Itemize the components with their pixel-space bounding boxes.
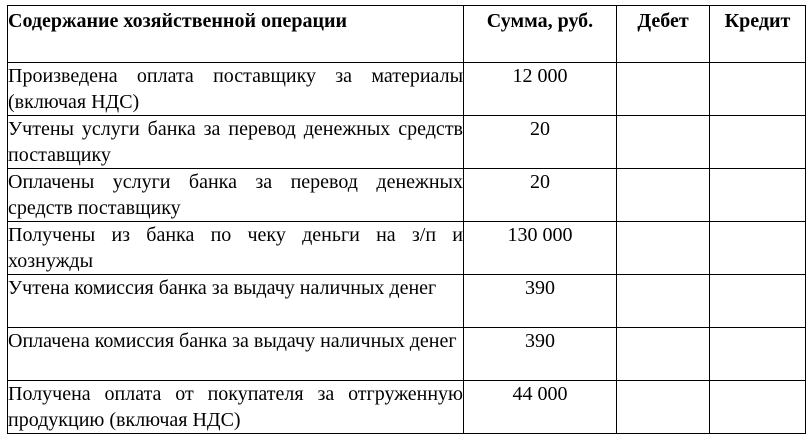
credit-cell[interactable] <box>710 63 806 116</box>
credit-cell[interactable] <box>710 381 806 434</box>
table-row <box>8 222 806 275</box>
header-debit: Дебет <box>617 6 710 63</box>
table-row <box>8 381 806 434</box>
table-row <box>8 63 806 116</box>
header-description: Содержание хозяйственной операции <box>8 6 464 63</box>
operation-description: Оплачена комиссия банка за выдачу наличных денег <box>8 328 464 381</box>
operation-amount: 20 <box>464 116 617 169</box>
credit-cell[interactable] <box>710 275 806 328</box>
debit-cell[interactable] <box>617 222 710 275</box>
operation-description: Оплачены услуги банка за перевод денежных средств поставщику <box>8 169 464 222</box>
credit-cell[interactable] <box>710 169 806 222</box>
operation-description: Учтена комиссия банка за выдачу наличных денег <box>8 275 464 328</box>
debit-cell[interactable] <box>617 381 710 434</box>
operation-amount: 390 <box>464 275 617 328</box>
operation-description: Получены из банка по чеку деньги на з/п и хознужды <box>8 222 464 275</box>
debit-cell[interactable] <box>617 328 710 381</box>
debit-cell[interactable] <box>617 275 710 328</box>
operation-description: Произведена оплата поставщику за материалы (включая НДС) <box>8 63 464 116</box>
operation-amount: 12 000 <box>464 63 617 116</box>
operations-table <box>7 5 806 434</box>
operation-amount: 130 000 <box>464 222 617 275</box>
operation-description: Учтены услуги банка за перевод денежных средств поставщику <box>8 116 464 169</box>
table-row <box>8 275 806 328</box>
table-row <box>8 116 806 169</box>
credit-cell[interactable] <box>710 328 806 381</box>
credit-cell[interactable] <box>710 116 806 169</box>
table-row <box>8 328 806 381</box>
operation-amount: 390 <box>464 328 617 381</box>
operation-amount: 44 000 <box>464 381 617 434</box>
operation-description: Получена оплата от покупателя за отгруженную продукцию (включая НДС) <box>8 381 464 434</box>
header-amount: Сумма, руб. <box>464 6 617 63</box>
header-row <box>8 6 806 63</box>
debit-cell[interactable] <box>617 169 710 222</box>
debit-cell[interactable] <box>617 116 710 169</box>
header-credit: Кредит <box>710 6 806 63</box>
operation-amount: 20 <box>464 169 617 222</box>
table-row <box>8 169 806 222</box>
debit-cell[interactable] <box>617 63 710 116</box>
credit-cell[interactable] <box>710 222 806 275</box>
